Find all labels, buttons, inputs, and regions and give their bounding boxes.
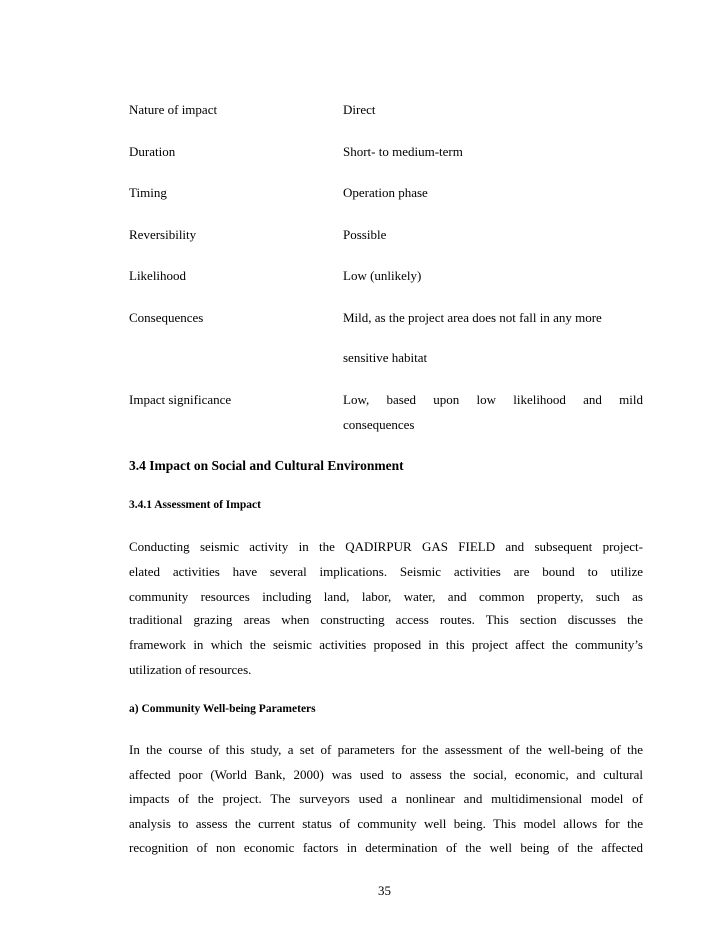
subsection-heading: 3.4.1 Assessment of Impact xyxy=(129,499,261,511)
table-label: Consequences xyxy=(129,310,204,325)
table-value: Mild, as the project area does not fall in any more xyxy=(343,310,602,325)
paragraph-line: framework in which the seismic activities proposed in this project affect the community’s xyxy=(129,637,643,652)
table-label: Reversibility xyxy=(129,227,197,242)
table-label: Nature of impact xyxy=(129,102,218,117)
paragraph-line: Conducting seismic activity in the QADIRPUR GAS FIELD and subsequent project- xyxy=(129,539,643,554)
table-value: Low (unlikely) xyxy=(343,268,422,283)
paragraph-line: traditional grazing areas when constructing access routes. This section discusses the xyxy=(129,612,643,627)
paragraph-line: analysis to assess the current status of community well being. This model allows for the xyxy=(129,816,643,831)
paragraph-line: impacts of the project. The surveyors used a nonlinear and multidimensional model of xyxy=(129,791,643,806)
paragraph-line: utilization of resources. xyxy=(129,662,252,677)
table-label: Likelihood xyxy=(129,268,187,283)
table-value: consequences xyxy=(343,417,415,432)
paragraph-line: recognition of non economic factors in determination of the well being of the affected xyxy=(129,840,643,855)
table-label: Timing xyxy=(129,185,167,200)
table-value: Operation phase xyxy=(343,185,428,200)
paragraph-line: affected poor (World Bank, 2000) was used to assess the social, economic, and cultural xyxy=(129,767,643,782)
table-value: Direct xyxy=(343,102,376,117)
paragraph-line: elated activities have several implications. Seismic activities are bound to utilize xyxy=(129,564,643,579)
section-heading: 3.4 Impact on Social and Cultural Environment xyxy=(129,458,404,473)
paragraph-line: community resources including land, labor, water, and common property, such as xyxy=(129,589,643,604)
page-number: 35 xyxy=(378,883,391,898)
subsection-heading: a) Community Well-being Parameters xyxy=(129,703,316,715)
table-label: Impact significance xyxy=(129,392,232,407)
table-value: Possible xyxy=(343,227,387,242)
table-value: Low, based upon low likelihood and mild xyxy=(343,392,643,407)
table-value: Short- to medium-term xyxy=(343,144,463,159)
paragraph-line: In the course of this study, a set of parameters for the assessment of the well-being of the xyxy=(129,742,643,757)
table-label: Duration xyxy=(129,144,176,159)
table-value: sensitive habitat xyxy=(343,350,428,365)
